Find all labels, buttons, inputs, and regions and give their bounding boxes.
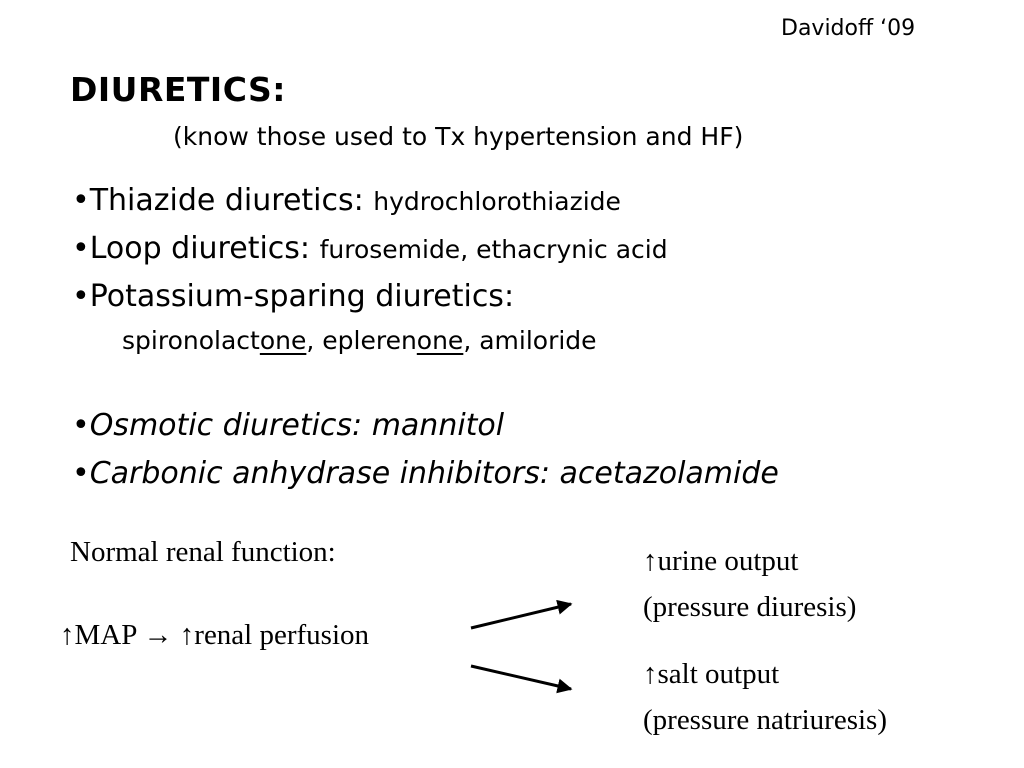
arrow-down-right (471, 666, 571, 689)
drug-separator: , (306, 326, 323, 355)
drug-spironolactone-suffix: one (259, 326, 307, 355)
author-date: Davidoff ‘09 (781, 16, 916, 41)
potassium-sparing-drugs (122, 326, 597, 355)
pressure-diuresis-label: (pressure diuresis) (643, 591, 857, 623)
arrow-up-right (471, 604, 571, 628)
slide-title: DIURETICS: (70, 70, 287, 109)
bullet-thiazide-drugs: hydrochlorothiazide (373, 187, 621, 216)
salt-output-label: ↑salt output (643, 658, 780, 690)
bullet-potassium-label: •Potassium-sparing diuretics: (72, 279, 515, 314)
renal-function-label: Normal renal function: (70, 536, 336, 568)
slide-subtitle: (know those used to Tx hypertension and HF) (173, 122, 744, 151)
drug-spironolactone-stem: spironolact (122, 326, 260, 355)
bullet-carbonic-anhydrase: •Carbonic anhydrase inhibitors: acetazolamide (72, 456, 779, 491)
drug-eplerenone-stem: epleren (322, 326, 417, 355)
bullet-loop-drugs: furosemide, ethacrynic acid (319, 235, 668, 264)
pressure-natriuresis-label: (pressure natriuresis) (643, 704, 887, 736)
bullet-osmotic: •Osmotic diuretics: mannitol (72, 408, 505, 443)
drug-amiloride: , amiloride (463, 326, 597, 355)
map-renal-perfusion: ↑MAP → ↑renal perfusion (60, 619, 370, 651)
bullet-thiazide (72, 183, 621, 218)
bullet-loop-label: •Loop diuretics: (72, 231, 320, 266)
urine-output-label: ↑urine output (643, 545, 799, 577)
drug-eplerenone-suffix: one (416, 326, 464, 355)
bullet-potassium-sparing (72, 279, 514, 314)
bullet-loop (72, 231, 668, 266)
bullet-thiazide-label: •Thiazide diuretics: (72, 183, 374, 218)
